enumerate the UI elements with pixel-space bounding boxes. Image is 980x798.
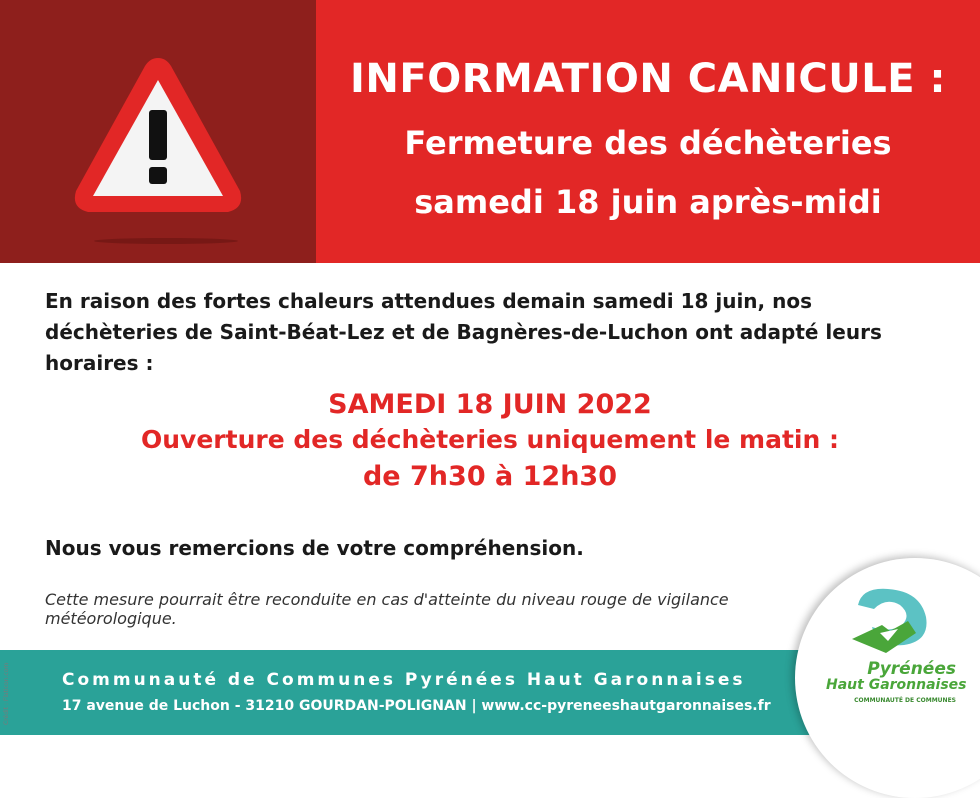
note-text: Cette mesure pourrait être reconduite en cas d'atteinte du niveau rouge de vigilance météorologique. (45, 590, 729, 628)
logo-name-line3: COMMUNAUTÉ DE COMMUNES (854, 697, 956, 704)
logo-name-line1: Pyrénées (867, 659, 956, 679)
thanks-text: Nous vous remercions de votre compréhension. (45, 536, 584, 560)
intro-paragraph: En raison des fortes chaleurs attendues demain samedi 18 juin, nos déchèteries de Saint-Béat-Lez et de Bagnères-de-Luchon ont adapté leurs horaires : (45, 289, 882, 375)
page-subtitle-line1: Fermeture des déchèteries (404, 124, 892, 162)
logo-name-line2: Haut Garonnaises (826, 677, 967, 693)
page-title: INFORMATION CANICULE : (350, 56, 946, 102)
warning-triangle-icon (68, 48, 248, 248)
image-credit: Crédit : Flaticon.com (3, 662, 10, 725)
footer-bar (0, 650, 840, 735)
header-banner (0, 0, 980, 263)
highlight-opening: Ouverture des déchèteries uniquement le matin : (140, 425, 839, 454)
footer-address: 17 avenue de Luchon - 31210 GOURDAN-POLIGNAN | www.cc-pyreneeshautgaronnaises.fr (62, 698, 771, 714)
footer-organisation: Communauté de Communes Pyrénées Haut Garonnaises (62, 670, 746, 690)
highlight-hours: de 7h30 à 12h30 (362, 461, 617, 492)
highlight-date: SAMEDI 18 JUIN 2022 (328, 389, 652, 420)
page-subtitle-line2: samedi 18 juin après-midi (414, 183, 882, 221)
